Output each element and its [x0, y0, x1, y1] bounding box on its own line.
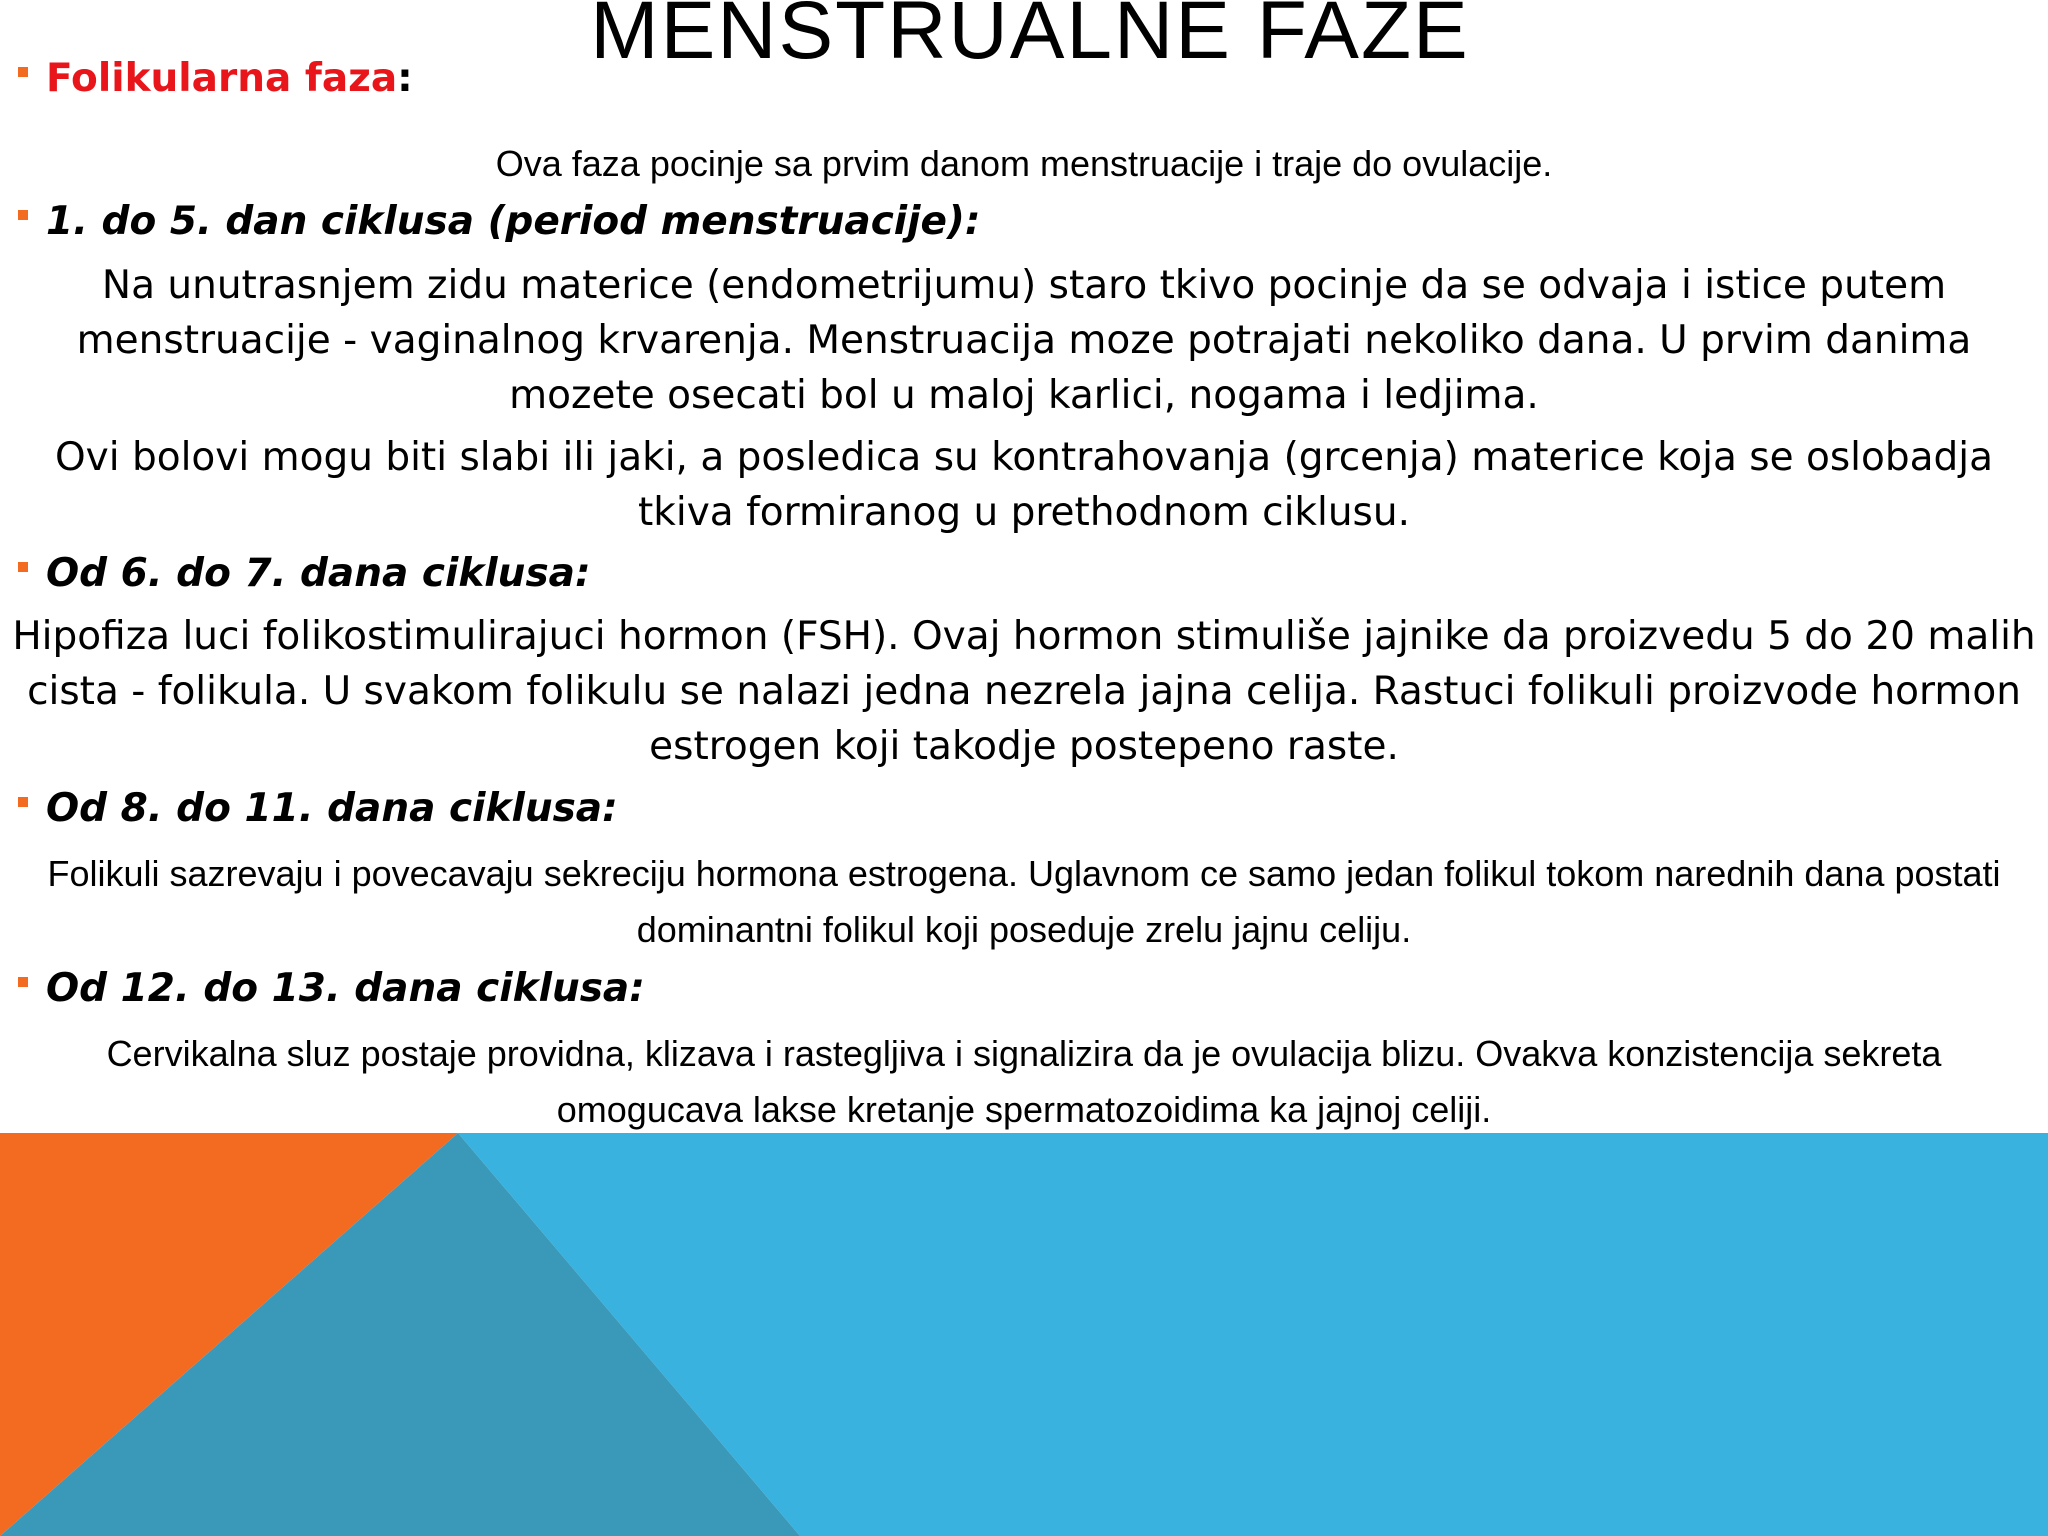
paragraph-dan-8-11: Folikuli sazrevaju i povecavaju sekreciju hormona estrogena. Uglavnom ce samo jedan folikul tokom narednih dana postati dominantni folikul koji poseduje zrelu jajnu celiju.: [47, 853, 2001, 950]
slide-title: MENSTRUALNE FAZE: [590, 0, 1470, 76]
paragraph-dan-12-13: Cervikalna sluz postaje providna, klizava i rastegljiva i signalizira da je ovulacija blizu. Ovakva konzistencija sekreta omogucava lakse kretanje spermatozoidima ka jajnoj celiji.: [106, 1033, 1942, 1130]
paragraph-dan-6-7: Hipofiza luci folikostimulirajuci hormon (FSH). Ovaj hormon stimuliše jajnike da proizvedu 5 do 20 malih cista - folikula. U svakom folikulu se nalazi jedna nezrela jajna celija. Rastuci folikuli proizvode hormon estrogen koji takodje postepeno raste.: [12, 614, 2036, 769]
section-heading-dan-6-7: Od 6. do 7. dana ciklusa:: [46, 551, 591, 596]
bullet-dan-8-11: [18, 785, 618, 833]
bullet-square-icon: [18, 797, 28, 807]
section-heading-dan-12-13: Od 12. do 13. dana ciklusa:: [46, 966, 645, 1011]
heading-colon: :: [397, 56, 413, 101]
bullet-square-icon: [18, 977, 28, 987]
section-heading-dan-8-11: Od 8. do 11. dana ciklusa:: [46, 786, 618, 831]
bullet-dan-1-5: [18, 198, 980, 246]
bullet-square-icon: [18, 562, 28, 572]
section-heading-folikularna-faza: Folikularna faza: [46, 56, 398, 101]
paragraph-dan-1-5-b: Ovi bolovi mogu biti slabi ili jaki, a posledica su kontrahovanja (grcenja) materice koja se oslobadja tkiva formiranog u prethodnom ciklusu.: [54, 435, 1994, 535]
bullet-dan-6-7: [18, 550, 591, 598]
section-heading-dan-1-5: 1. do 5. dan ciklusa (period menstruacije):: [46, 199, 981, 244]
paragraph-dan-1-5-a: Na unutrasnjem zidu materice (endometrijumu) staro tkivo pocinje da se odvaja i istice putem menstruacije - vaginalnog krvarenja. Menstruacija moze potrajati nekoliko dana. U prvim danima mozete osecati bol u maloj karlici, nogama i ledjima.: [76, 263, 1972, 418]
bullet-dan-12-13: [18, 965, 645, 1013]
bullet-square-icon: [18, 210, 28, 220]
paragraph-folikularna-faza: Ova faza pocinje sa prvim danom menstruacije i traje do ovulacije.: [495, 143, 1553, 184]
bullet-folikularna-faza: [18, 55, 413, 103]
bullet-square-icon: [18, 67, 28, 77]
